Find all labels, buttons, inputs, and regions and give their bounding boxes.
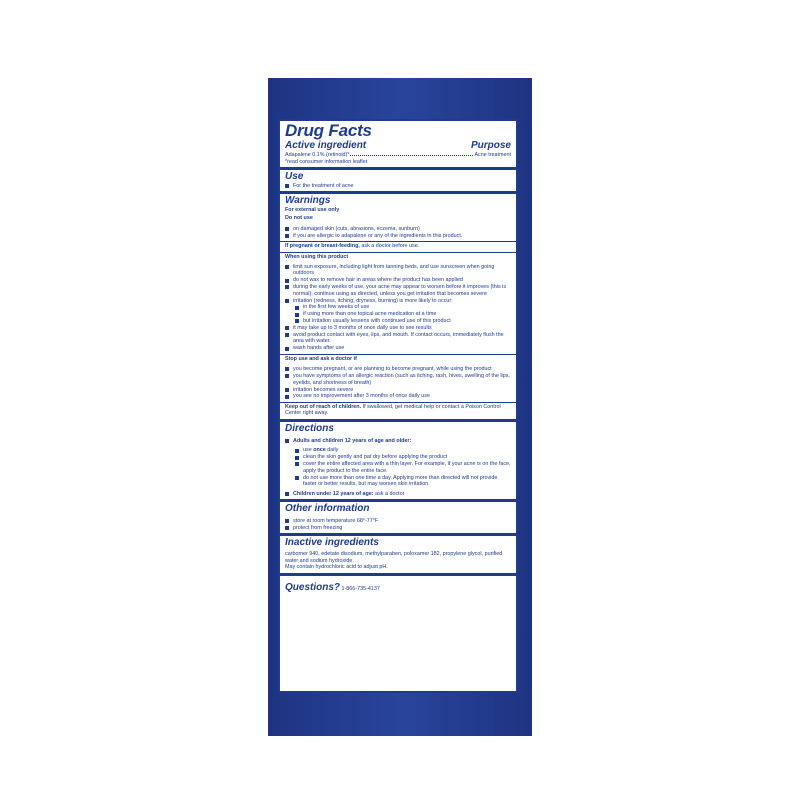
list-item <box>285 366 511 372</box>
list-item-text: in the first few weeks of use <box>303 304 370 311</box>
bullet-square-icon <box>295 449 299 453</box>
list-item <box>285 284 511 297</box>
list-item <box>285 298 511 304</box>
children-bold: Children under 12 years of age: <box>293 490 374 497</box>
bullet-square-icon <box>285 439 289 443</box>
list-item <box>285 345 511 351</box>
bullet-square-icon <box>285 395 289 399</box>
bullet-square-icon <box>285 184 289 188</box>
ingredient-name: Adapalene 0.1% (retinoid)* <box>285 152 350 158</box>
keep-out-of-reach <box>285 404 511 417</box>
list-item-text: clean the skin gently and pat dry before applying the product <box>303 454 448 461</box>
inactive-ingredients-text: carbomer 940, edetate disodium, methylparaben, poloxamer 182, propylene glycol, purified water and sodium hydroxide. <box>285 551 503 564</box>
directions-heading: Directions <box>285 423 334 434</box>
bullet-square-icon <box>285 265 289 269</box>
other-information-section <box>280 502 516 536</box>
pregnancy-warning <box>285 243 511 250</box>
list-item <box>285 311 511 317</box>
list-item <box>285 304 511 310</box>
keep-out-bold: Keep out of reach of children. <box>285 403 362 410</box>
list-item-text: wash hands after use <box>293 345 345 352</box>
drug-facts-title: Drug Facts <box>285 121 372 140</box>
do-not-use-heading: Do not use <box>285 215 313 222</box>
pregnancy-warning-bold: If pregnant or breast-feeding, <box>285 242 360 249</box>
bullet-square-icon <box>285 333 289 337</box>
use-post: daily <box>325 447 339 454</box>
list-item <box>285 264 511 277</box>
ingredient-footnote: *read consumer information leaflet <box>285 158 368 165</box>
children-detail: ask a doctor <box>373 490 405 497</box>
drug-facts-panel <box>278 119 518 693</box>
ingredient-row <box>285 151 511 159</box>
bullet-square-icon <box>285 347 289 351</box>
list-item-text: do not wax to remove hair in areas where the product has been applied <box>293 277 463 284</box>
bullet-square-icon <box>285 519 289 523</box>
bullet-square-icon <box>295 313 299 317</box>
warnings-heading: Warnings <box>285 195 331 207</box>
divider <box>280 252 516 253</box>
bullet-square-icon <box>285 299 289 303</box>
divider <box>280 241 516 242</box>
list-item-text: cover the entire affected area with a thin layer. For example, if your acne is on the face, apply the product to the entire face. <box>303 461 511 474</box>
bullet-square-icon <box>285 367 289 371</box>
active-ingredient-heading: Active ingredient <box>285 140 367 151</box>
list-item-text: store at room temperature 68°-77°F <box>293 517 379 524</box>
ingredient-purpose: Acne treatment <box>474 152 511 158</box>
list-item <box>285 454 511 460</box>
questions-section <box>280 576 516 597</box>
list-item <box>285 226 511 232</box>
external-use-note: For external use only <box>285 207 340 214</box>
list-item <box>285 518 511 524</box>
list-item-text: you become pregnant, or are planning to become pregnant, while using the product <box>293 366 492 373</box>
stop-use-heading: Stop use and ask a doctor if <box>285 355 357 362</box>
purpose-heading: Purpose <box>470 140 511 151</box>
active-heading-row <box>285 140 511 151</box>
keep-out-text: If swallowed, get medical help or contact a Poison Control Center right away. <box>285 403 501 417</box>
inactive-ingredients-note: May contain hydrochloric acid to adjust pH. <box>285 564 388 571</box>
list-item-text: do not use more than one time a day. Applying more than directed will not provide faster or better results, but may worsen skin irritation. <box>303 474 498 487</box>
divider <box>280 354 516 355</box>
list-item <box>285 387 511 393</box>
use-heading: Use <box>285 171 304 183</box>
list-item <box>285 393 511 399</box>
bullet-square-icon <box>295 319 299 323</box>
bullet-square-icon <box>285 227 289 231</box>
list-item-text: irritation (redness, itching, dryness, burning) is more likely to occur: <box>293 297 453 304</box>
list-item-text: on damaged skin (cuts, abrasions, eczema, sunburn) <box>293 225 420 232</box>
list-item-text: you have symptoms of an allergic reaction (such as itching, rash, hives, swelling of the lips, eyelids, and shortness of breath) <box>293 373 510 386</box>
use-section <box>280 170 516 194</box>
list-item <box>285 183 511 189</box>
list-item-text: if using more than one topical acne medication at a time <box>303 311 437 318</box>
list-item <box>285 325 511 331</box>
questions-heading: Questions? <box>285 581 341 593</box>
list-item <box>285 461 511 474</box>
list-item-text: but irritation usually lessens with continued use of this product <box>303 318 451 325</box>
when-using-heading: When using this product <box>285 253 349 260</box>
list-item-text: during the early weeks of use, your acne may appear to worsen before it improves (this is normal); continue using as directed, unless you get irritation that becomes severe <box>293 284 507 297</box>
warnings-section <box>280 194 516 422</box>
list-item-text: it may take up to 3 months of once daily use to see results <box>293 325 432 332</box>
bullet-square-icon <box>295 456 299 460</box>
pregnancy-warning-text: ask a doctor before use. <box>359 242 420 249</box>
use-once-bold: once <box>313 447 326 454</box>
list-item <box>285 332 511 345</box>
list-item-text: For the treatment of acne <box>293 182 354 189</box>
bullet-square-icon <box>285 326 289 330</box>
bullet-square-icon <box>285 285 289 289</box>
bullet-square-icon <box>285 279 289 283</box>
other-information-heading: Other information <box>285 503 370 515</box>
inactive-ingredients-heading: Inactive ingredients <box>285 537 379 549</box>
list-item <box>285 447 511 453</box>
list-item <box>285 233 511 239</box>
adults-heading: Adults and children 12 years of age and older: <box>293 437 412 444</box>
list-item-text: avoid product contact with eyes, lips, and mouth. If contact occurs, immediately flush the area with water. <box>293 332 504 345</box>
list-item-text: irritation becomes severe <box>293 386 354 393</box>
list-item-text: protect from freezing <box>293 524 343 531</box>
use-once-text <box>303 447 338 453</box>
list-item-text: limit sun exposure, including light from tanning beds, and use sunscreen when going outdoors <box>293 264 495 277</box>
bullet-square-icon <box>285 388 289 392</box>
bullet-square-icon <box>295 476 299 480</box>
children-text <box>293 491 404 497</box>
list-item <box>285 525 511 531</box>
list-item <box>285 491 511 497</box>
dotted-leader <box>350 151 473 156</box>
bullet-square-icon <box>295 306 299 310</box>
bullet-square-icon <box>295 462 299 466</box>
list-item <box>285 475 511 488</box>
use-pre: use <box>303 447 314 454</box>
divider <box>280 402 516 403</box>
list-item <box>285 318 511 324</box>
list-item-text: if you are allergic to adapalene or any of the ingredients in this product. <box>293 232 463 239</box>
bullet-square-icon <box>285 492 289 496</box>
bullet-square-icon <box>285 374 289 378</box>
questions-phone: 1-866-735-4137 <box>340 585 380 592</box>
bullet-square-icon <box>285 234 289 238</box>
inactive-ingredients-section <box>280 536 516 576</box>
bullet-square-icon <box>285 526 289 530</box>
list-item-text: you see no improvement after 3 months of once daily use <box>293 393 430 400</box>
active-ingredient-section <box>280 121 516 170</box>
list-item <box>285 277 511 283</box>
directions-section <box>280 422 516 502</box>
list-item <box>285 373 511 386</box>
